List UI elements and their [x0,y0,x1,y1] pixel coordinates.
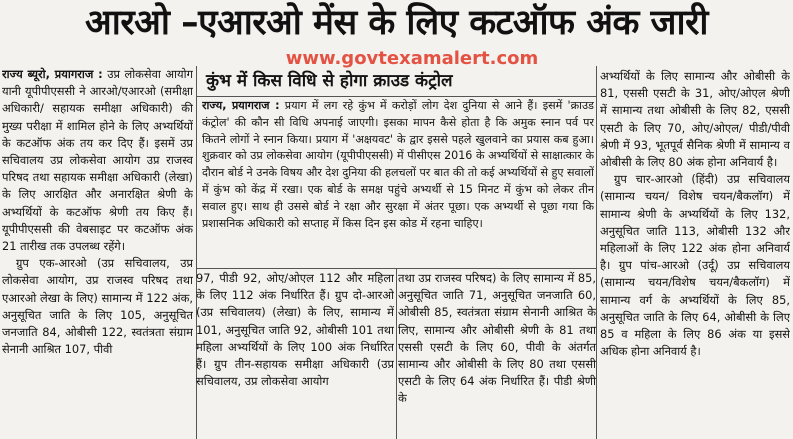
watermark: www.govtexamalert.com [285,48,539,69]
column-divider-3 [596,66,597,439]
column-divider-2 [396,269,397,439]
article-column-2 [196,270,394,438]
column-1-text-1: उप्र लोकसेवा आयोग यानी यूपीपीएससी ने आरओ/एआरओ (समीक्षा अधिकारी/ सहायक समीक्षा अधिकारी) की मुख्य परीक्षा में शामिल होने के लिए अभ्यर्थियों के कटऑफ अंक तय कर दिए हैं। इसमें उप्र सचिवालय उप्र लोकसेवा आयोग उप्र राजस्व परिषद तथा सहायक समीक्षा अधिकारी (लेखा) के लिए आरक्षित और अनारक्षित श्रेणी के अभ्यर्थियों के कटऑफ श्रेणी तय किए हैं। यूपीपीएससी की वेबसाइट पर कटऑफ अंक 21 तारीख तक उपलब्ध रहेंगे। [2,67,193,254]
byline: राज्य ब्यूरो, प्रयागराज : [2,67,103,81]
box-byline: राज्य, प्रयागराज : [202,99,280,112]
box-title: कुंभ में किस विधि से होगा क्राउड कंट्रोल [206,71,453,91]
box-text: प्रयाग में लग रहे कुंभ में करोड़ों लोग देश दुनिया से आने हैं। इसमें 'क्राउड कंट्रोल' की कौन सी विधि अपनाई जाएगी। इसका मापन कैसे होता है कि अमुक स्नान पर्व पर कितने लोगों ने स्नान किया। प्रयाग में 'अक्षयवट' के द्वार इससे पहले खुलवाने का प्रयास कब हुआ। शुक्रवार को उप्र लोकसेवा आयोग (यूपीपीएससी) में पीसीएस 2016 के अभ्यर्थियों से साक्षात्कार के दौरान बोर्ड ने उनके विषय और देश दुनिया की हलचलों पर बात की तो कई अभ्यर्थियों से हुए सवालों में कुंभ को केंद्र में रखा। एक बोर्ड के समक्ष पहुंचे अभ्यर्थी से 15 मिनट में कुंभ को लेकर तीन सवाल हुए। साथ ही उससे बोर्ड ने रक्षा और सुरक्षा में अंतर पूछा। एक अभ्यर्थी से पूछा गया कि प्रशासनिक अधिकारी को सप्ताह में किस दिन इस कोड में रहना चाहिए। [202,99,594,230]
column-1-text-2: ग्रुप एक-आरओ (उप्र सचिवालय, उप्र लोकसेवा आयोग, उप्र राजस्व परिषद तथा एआरओ लेखा के लिए) सामान्य में 122 अंक, अनुसूचित जाति के लिए 105, अनुसूचित जनजाति 84, ओबीसी 122, स्वतंत्रता संग्राम सेनानी आश्रित 107, पीवी [2,256,193,357]
box-body [202,98,594,266]
article-column-4 [600,68,790,438]
column-4-text-2: ग्रुप चार-आरओ (हिंदी) उप्र सचिवालय (सामान्य चयन/ विशेष चयन/बैकलॉग) में सामान्य श्रेणी के अभ्यर्थियों के लिए 132, अनुसूचित जाति 113, ओबीसी 132 और महिलाओं के लिए 122 अंक होना अनिवार्य है। ग्रुप पांच-आरओ (उर्दू) उप्र सचिवालय (सामान्य चयन/विशेष चयन/बैकलॉग) में सामान्य वर्ग के अभ्यर्थियों के लिए 85, अनुसूचित जाति के लिए 64, ओबीसी के लिए 85 व महिला के लिए 86 अंक या इससे अधिक होना अनिवार्य है। [600,172,790,359]
headline: आरओ –एआरओ मेंस के लिए कटऑफ अंक जारी [85,3,708,43]
box-title-rule [196,96,596,97]
article-column-1 [2,66,193,438]
article-column-3 [398,270,596,438]
column-2-text: 97, पीडी 92, ओए/ओएल 112 और महिला के लिए 112 अंक निर्धारित हैं। ग्रुप दो-आरओ (उप्र सचिवालय) (लेखा) के लिए, सामान्य में 101, अनुसूचित जाति 92, ओबीसी 101 तथा महिला अभ्यर्थियों के लिए 100 अंक निर्धारित हैं। ग्रुप तीन-सहायक समीक्षा अधिकारी (उप्र सचिवालय, उप्र लोकसेवा आयोग [196,271,394,389]
column-3-text: तथा उप्र राजस्व परिषद) के लिए सामान्य में 85, अनुसूचित जाति 71, अनुसूचित जनजाति 60, ओबीसी 85, स्वतंत्रता संग्राम सेनानी आश्रित के लिए, सामान्य और ओबीसी श्रेणी के 81 तथा एससी एसटी के लिए 60, पीवी के अंतर्गत सामान्य और ओबीसी के लिए 80 तथा एससी एसटी के लिए 64 अंक निर्धारित हैं। पीडी श्रेणी के [398,271,596,406]
column-1-paragraph-1 [2,66,193,255]
column-4-text-1: अभ्यर्थियों के लिए सामान्य और ओबीसी के 81, एससी एसटी के 31, ओए/ओएल श्रेणी में सामान्य तथा ओबीसी के लिए 82, एससी एसटी के लिए 70, ओए/ओएल/ पीडी/पीवी श्रेणी में 93, भूतपूर्व सैनिक श्रेणी में सामान्य व ओबीसी के लिए 80 अंक होना अनिवार्य है। [600,69,790,170]
